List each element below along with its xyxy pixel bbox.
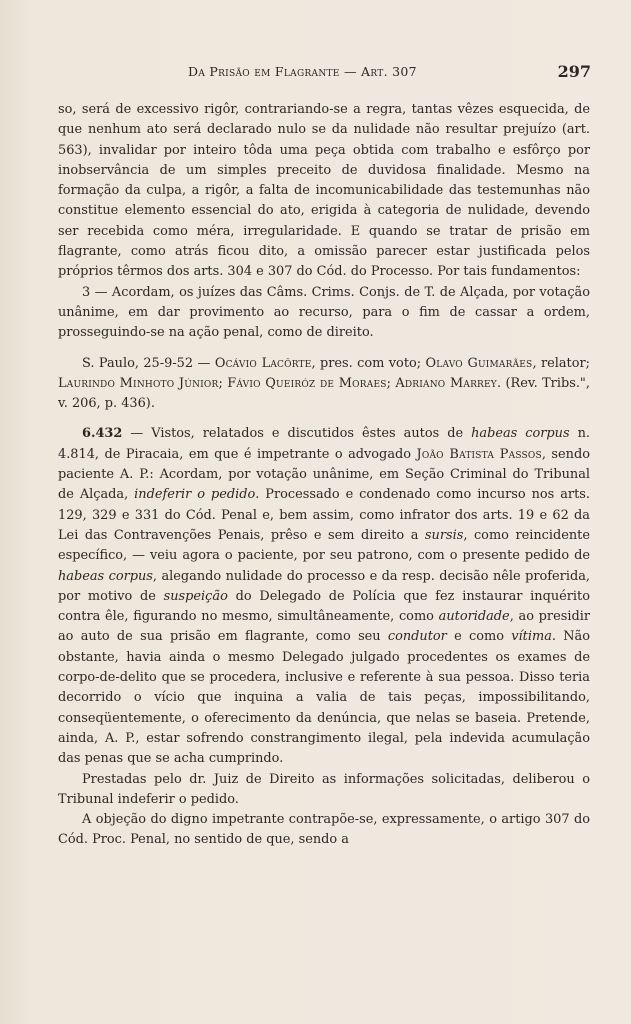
- judge-name: Laurindo Minhoto Júnior: [58, 375, 219, 391]
- paragraph-acordam: 3 — Acordam, os juízes das Câms. Crims. Conjs. de T. de Alçada, por votação unânime, em dar provimento ao recurso, para o fim de cassar a ordem, prosseguindo-se na ação penal, como de direito.: [58, 284, 590, 341]
- running-head: Da Prisão em Flagrante — Art. 307: [188, 64, 417, 79]
- place-date: S. Paulo, 25-9-52 —: [82, 355, 211, 371]
- paragraph-case: 6.432 — Vistos, relatados e discutidos êstes autos de habeas corpus n. 4.814, de Piracaia, em que é impetrante o advogado João Batista Passos, sendo paciente A. P.: Acordam, por votação unânime, em Seção Criminal do Tribunal de Alçada, indeferir o pedido. Processado e condenado como incurso nos arts. 129, 329 e 331 do Cód. Penal e, bem assim, como infrator dos arts. 19 e 62 da Lei das Contravenções Penais, prêso e sem direito a sursis, como reincidente específico, — veiu agora o paciente, por seu patrono, com o presente pedido de habeas corpus, alegando nulidade do processo e da resp. decisão nêle proferida, por motivo de suspeição do Delegado de Polícia que fez instaurar inquérito contra êle, figurando no mesmo, simultâneamente, como autoridade, ao presidir ao auto de sua prisão em flagrante, como seu condutor e como vítima. Não obstante, havia ainda o mesmo Delegado julgado procedentes os exames de corpo-de-delito que se procedera, inclusive e referente à sua pessoa. Disso teria decorrido o vício que inquina a valia de tais peças, impossibilitando, conseqüentemente, o oferecimento da denúncia, que nelas se baseia. Pretende, ainda, A. P., estar sofrendo constrangimento ilegal, pela indevida acumulação das penas que se acha cumprindo.: [58, 426, 591, 767]
- paragraph-informacoes: Prestadas pelo dr. Juiz de Direito as informações solicitadas, deliberou o Tribunal indeferir o pedido.: [58, 771, 590, 807]
- page-number: 297: [557, 62, 591, 81]
- case-number: 6.432: [82, 426, 123, 442]
- citation: . (Rev. Tribs.", v. 206, p. 436).: [58, 375, 590, 412]
- judge-name: Olavo Guimarães: [425, 355, 533, 371]
- page-header: [60, 62, 591, 82]
- paragraph-objecao: A objeção do digno impetrante contrapõe-se, expressamente, o artigo 307 do Cód. Proc. Penal, no sentido de que, sendo a: [58, 812, 590, 848]
- judge-name: Fávio Queiróz de Moraes: [227, 375, 387, 391]
- lawyer-name: João Batista Passos: [416, 446, 542, 462]
- judge-name: Adriano Marrey: [395, 375, 497, 391]
- judge-name: Ocávio Lacôrte: [214, 355, 312, 371]
- page-body: [58, 100, 590, 851]
- paragraph-signatures: S. Paulo, 25-9-52 — Ocávio Lacôrte, pres. com voto; Olavo Guimarães, relator; Laurindo Minhoto Júnior; Fávio Queiróz de Moraes; Adriano Marrey. (Rev. Tribs.", v. 206, p. 436).: [58, 355, 590, 412]
- paragraph-continuation: so, será de excessivo rigôr, contrariando-se a regra, tantas vêzes esquecida, de que nenhum ato será declarado nulo se da nulidade não resultar prejuízo (art. 563), invalidar por inteiro tôda uma peça obtida com trabalho e esfôrço por inobservância de um simples preceito de duvidosa finalidade. Mesmo na formação da culpa, a rigôr, a falta de incomunicabilidade das testemunhas não constitue elemento essencial do ato, erigida à categoria de nulidade, devendo ser recebida como méra, irregularidade. E quando se tratar de prisão em flagrante, como atrás ficou dito, a omissão parecer estar justificada pelos próprios têrmos dos arts. 304 e 307 do Cód. do Processo. Por tais fundamentos:: [58, 102, 590, 280]
